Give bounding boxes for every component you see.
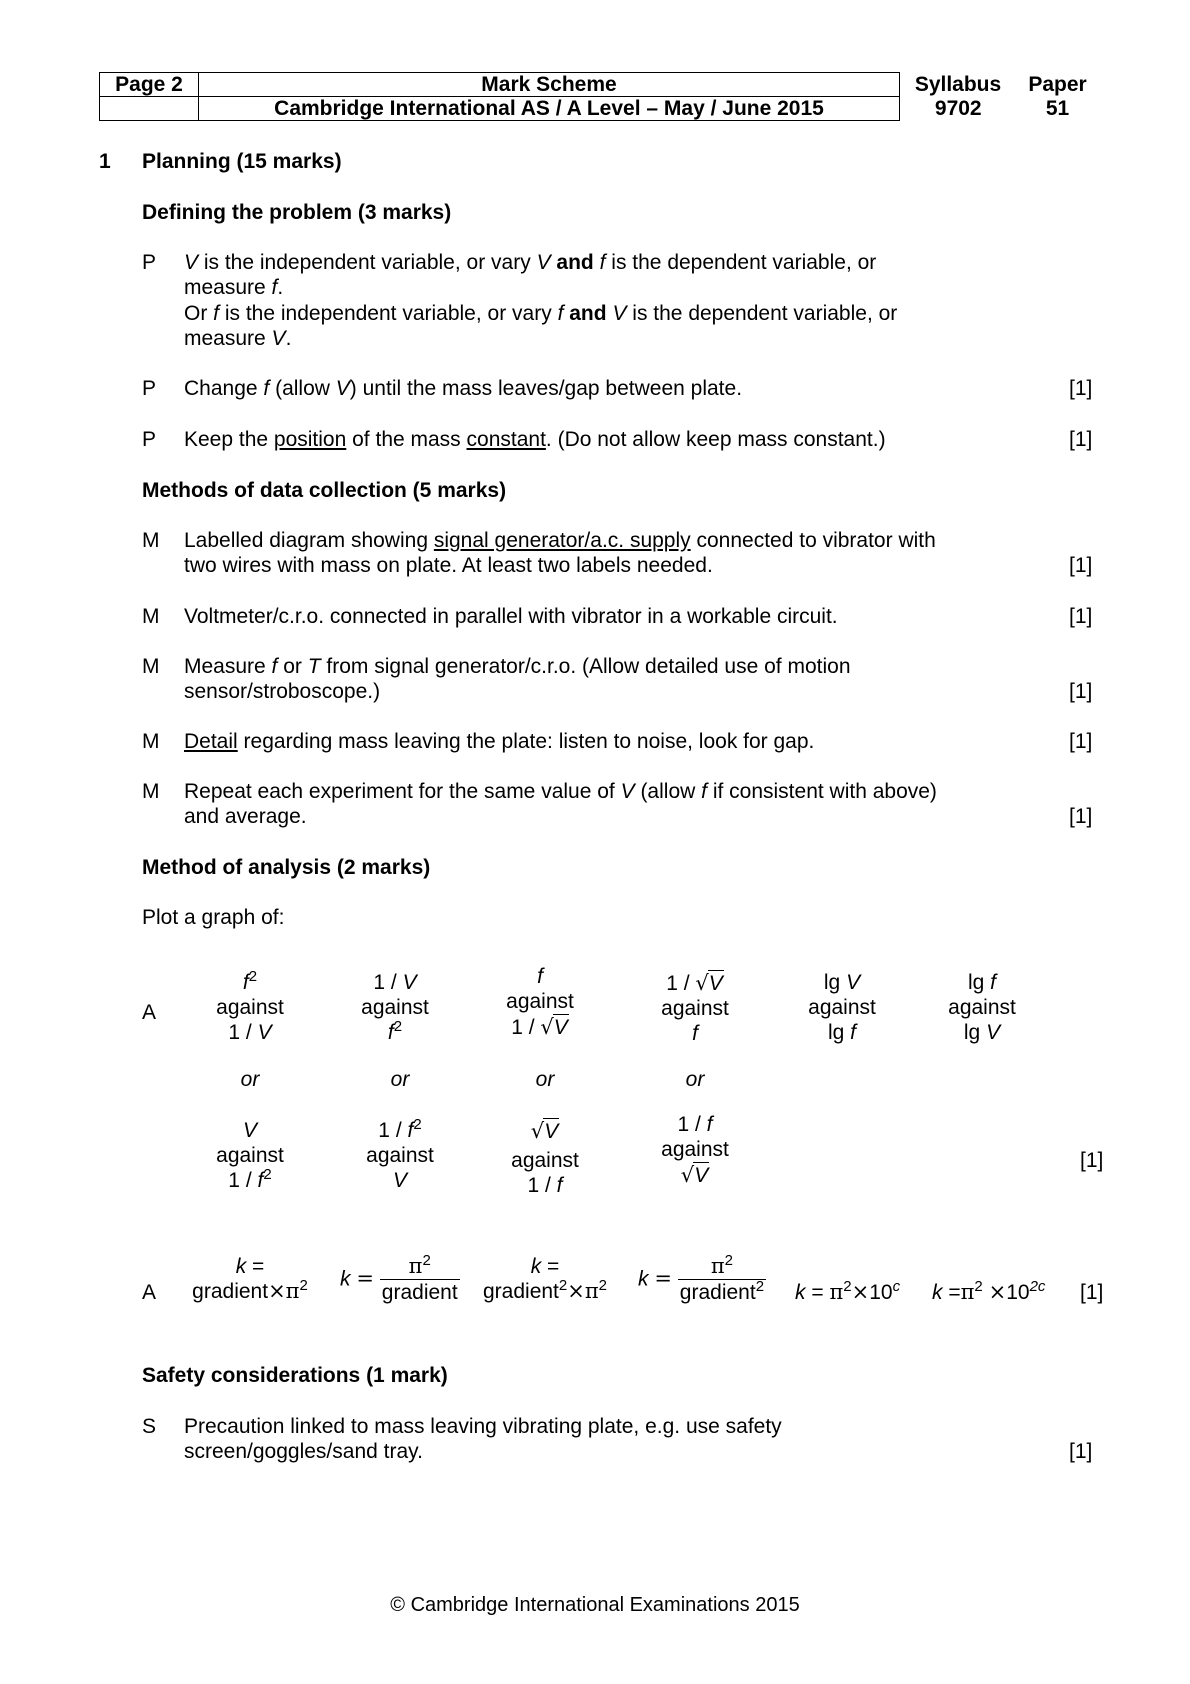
question-number: 1 (99, 150, 111, 173)
graph-3-top: f against 1 / √V (506, 965, 574, 1039)
const-4: k = $\frac{\pi^2}{gradient^2}$ (638, 1252, 765, 1304)
header-paper-value: 51 (1045, 97, 1070, 120)
section-analysis: Method of analysis (2 marks) (142, 856, 431, 879)
mark-m1: [1] (1069, 554, 1093, 577)
header-title: Mark Scheme (199, 73, 900, 97)
letter-m3: M (142, 655, 160, 678)
letter-m4: M (142, 730, 160, 753)
const-3: k = $gradient^2\times\pi^2$ (483, 1255, 607, 1303)
graph-2-bottom: $1 / f^2$ against V (366, 1116, 434, 1192)
or-1: or (240, 1068, 260, 1091)
p3-text: Keep the position of the mass constant. (Do not allow keep mass constant.) (184, 428, 886, 451)
header-table (99, 72, 1099, 121)
or-4: or (685, 1068, 705, 1091)
letter-s: S (142, 1415, 157, 1438)
header-page-blank (100, 97, 199, 121)
question-title: Planning (15 marks) (142, 150, 342, 173)
or-2: or (390, 1068, 410, 1091)
letter-p1: P (142, 251, 157, 274)
graph-6: lg f against lg V (948, 971, 1016, 1044)
mark-m2: [1] (1069, 605, 1093, 628)
graph-5: lg V against lg f (808, 971, 876, 1044)
p1-line2: measure f. (184, 276, 284, 299)
letter-p3: P (142, 428, 157, 451)
header-page: Page 2 (100, 73, 199, 97)
m2-text: Voltmeter/c.r.o. connected in parallel with vibrator in a workable circuit. (184, 605, 838, 628)
m5-line1: Repeat each experiment for the same value of V (allow f if consistent with above) (184, 780, 937, 803)
graph-2-top: 1 / V against $f^2$ (361, 971, 429, 1044)
mark-m3: [1] (1069, 680, 1093, 703)
header-subtitle: Cambridge International AS / A Level – May / June 2015 (199, 97, 900, 121)
p2-text: Change f (allow V) until the mass leaves/gap between plate. (184, 377, 743, 400)
m3-line2: sensor/stroboscope.) (184, 680, 381, 703)
section-defining: Defining the problem (3 marks) (142, 201, 452, 224)
letter-a1: A (142, 1001, 157, 1024)
footer-copyright: © Cambridge International Examinations 2015 (390, 1594, 800, 1616)
mark-a2: [1] (1080, 1281, 1104, 1304)
header-syllabus-label: Syllabus (914, 73, 1002, 96)
m1-line2: two wires with mass on plate. At least two labels needed. (184, 554, 713, 577)
mark-p2: [1] (1069, 377, 1093, 400)
mark-s: [1] (1069, 1440, 1093, 1463)
section-safety: Safety considerations (1 mark) (142, 1364, 448, 1387)
m5-line2: and average. (184, 805, 307, 828)
letter-m1: M (142, 529, 160, 552)
m1-line1: Labelled diagram showing signal generator/a.c. supply connected to vibrator with (184, 529, 936, 552)
graph-1-bottom: V against $1 / f^2$ (216, 1119, 284, 1192)
s-line2: screen/goggles/sand tray. (184, 1440, 423, 1463)
mark-a1: [1] (1080, 1149, 1104, 1172)
mark-m5: [1] (1069, 805, 1093, 828)
letter-m2: M (142, 605, 160, 628)
plot-label: Plot a graph of: (142, 906, 285, 929)
header-paper-label: Paper (1028, 73, 1087, 96)
p1-line3: Or f is the independent variable, or vary f and V is the dependent variable, or (184, 302, 898, 325)
graph-4-bottom: 1 / f against √V (661, 1113, 729, 1187)
or-3: or (535, 1068, 555, 1091)
const-6: $k =\pi^2 \times 10^{2c}$ (932, 1278, 1046, 1304)
mark-p3: [1] (1069, 428, 1093, 451)
s-line1: Precaution linked to mass leaving vibrating plate, e.g. use safety (184, 1415, 782, 1438)
const-1: k = $gradient\times\pi^2$ (192, 1255, 308, 1303)
letter-m5: M (142, 780, 160, 803)
p1-line1: V is the independent variable, or vary V and f is the dependent variable, or (184, 251, 877, 274)
graph-3-bottom: √V against 1 / f (511, 1119, 579, 1197)
m3-line1: Measure f or T from signal generator/c.r.o. (Allow detailed use of motion (184, 655, 851, 678)
mark-m4: [1] (1069, 730, 1093, 753)
letter-a2: A (142, 1281, 157, 1304)
m4-text: Detail regarding mass leaving the plate: listen to noise, look for gap. (184, 730, 815, 753)
letter-p2: P (142, 377, 157, 400)
p1-line4: measure V. (184, 327, 292, 350)
graph-4-top: 1 / √V against f (661, 971, 729, 1045)
const-5: $k = \pi^2\times 10^c$ (795, 1278, 901, 1304)
graph-1-top: $f^2$ against 1 / V (216, 968, 284, 1044)
header-syllabus-value: 9702 (934, 97, 982, 120)
section-methods: Methods of data collection (5 marks) (142, 479, 507, 502)
const-2: k = $\frac{\pi^2}{\text{gradient}}$ (340, 1252, 458, 1304)
var-v: V (184, 251, 199, 274)
